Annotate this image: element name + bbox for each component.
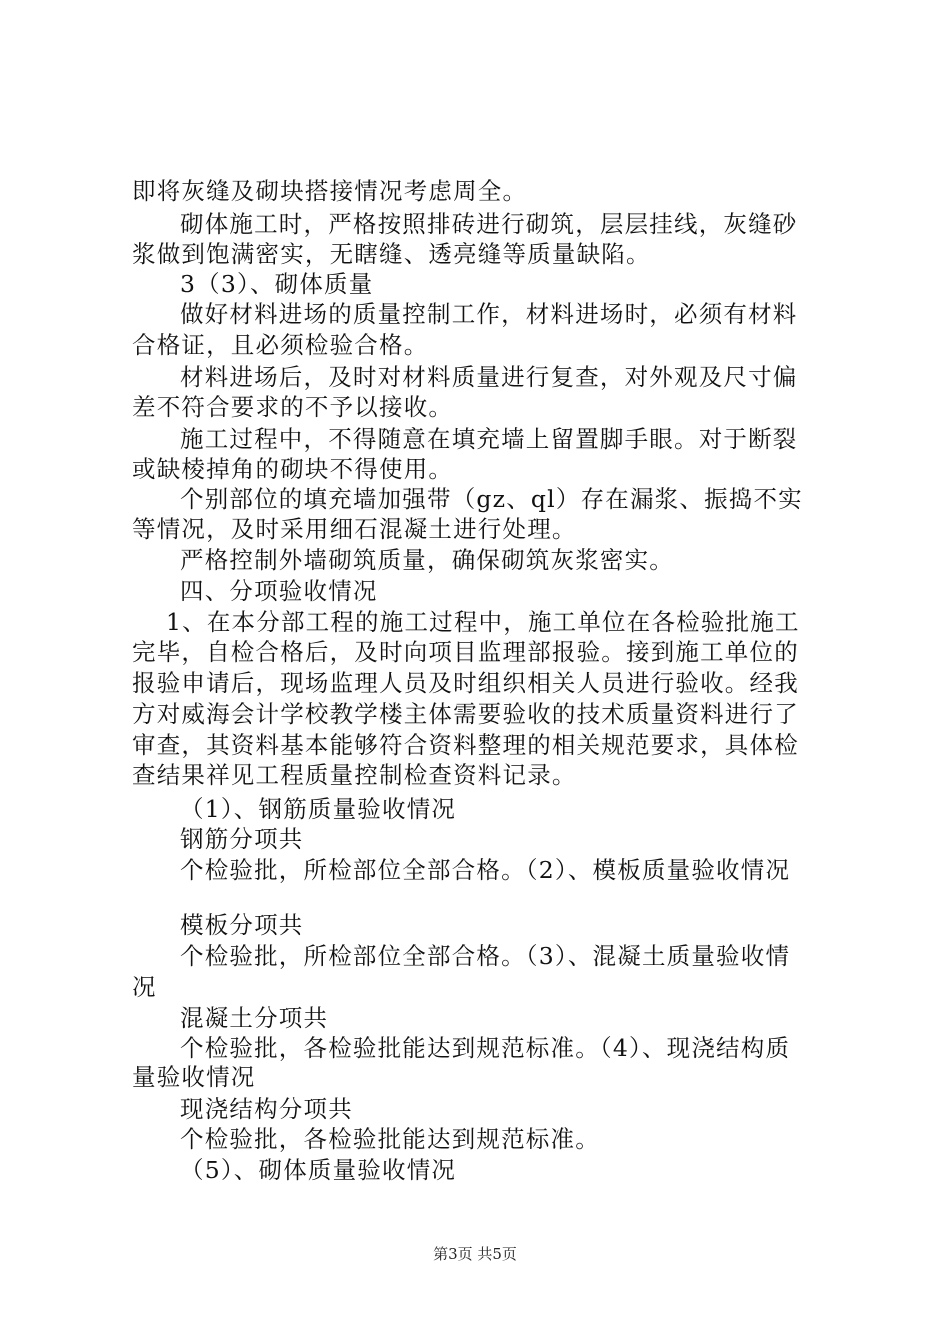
text-line: 模板分项共	[180, 911, 304, 939]
text-line: 个别部位的填充墙加强带（gz、ql）存在漏浆、振捣不实	[180, 485, 803, 513]
text-line: 浆做到饱满密实，无瞎缝、透亮缝等质量缺陷。	[132, 240, 651, 268]
text-line: 差不符合要求的不予以接收。	[132, 393, 454, 421]
text-line: 1、在本分部工程的施工过程中，施工单位在各检验批施工	[166, 608, 800, 636]
text-line: 施工过程中，不得随意在填充墙上留置脚手眼。对于断裂	[180, 425, 798, 453]
text-line: 个检验批，所检部位全部合格。（2）、模板质量验收情况	[180, 856, 791, 884]
text-line: 合格证，且必须检验合格。	[132, 331, 429, 359]
page-footer: 第3页 共5页	[433, 1245, 517, 1263]
text-line: 量验收情况	[132, 1063, 256, 1091]
text-line: 混凝土分项共	[180, 1004, 329, 1032]
text-line: 个检验批，各检验批能达到规范标准。	[180, 1125, 600, 1153]
section-heading: 3（3）、砌体质量	[180, 270, 374, 298]
text-line: 报验申请后，现场监理人员及时组织相关人员进行验收。经我	[132, 669, 799, 697]
text-line: 或缺棱掉角的砌块不得使用。	[132, 455, 454, 483]
text-line: 等情况，及时采用细石混凝土进行处理。	[132, 515, 577, 543]
text-line: 个检验批，各检验批能达到规范标准。（4）、现浇结构质	[180, 1034, 791, 1062]
text-line: 即将灰缝及砌块搭接情况考虑周全。	[132, 177, 528, 205]
text-line: 完毕，自检合格后，及时向项目监理部报验。接到施工单位的	[132, 638, 799, 666]
text-line: 查结果祥见工程质量控制检查资料记录。	[132, 761, 577, 789]
text-line: 严格控制外墙砌筑质量，确保砌筑灰浆密实。	[180, 546, 674, 574]
subsection-heading: （1）、钢筋质量验收情况	[180, 795, 457, 823]
text-line: 钢筋分项共	[180, 825, 304, 853]
section-heading: 四、分项验收情况	[180, 577, 378, 605]
text-line: 况	[132, 973, 157, 1001]
text-line: 砌体施工时，严格按照排砖进行砌筑，层层挂线，灰缝砂	[180, 210, 798, 238]
text-line: 做好材料进场的质量控制工作，材料进场时，必须有材料	[180, 300, 798, 328]
subsection-heading: （5）、砌体质量验收情况	[180, 1156, 457, 1184]
text-line: 个检验批，所检部位全部合格。（3）、混凝土质量验收情	[180, 942, 791, 970]
text-line: 审查，其资料基本能够符合资料整理的相关规范要求，具体检	[132, 731, 799, 759]
text-line: 方对威海会计学校教学楼主体需要验收的技术质量资料进行了	[132, 700, 799, 728]
text-line: 材料进场后，及时对材料质量进行复查，对外观及尺寸偏	[180, 363, 798, 391]
text-line: 现浇结构分项共	[180, 1095, 353, 1123]
